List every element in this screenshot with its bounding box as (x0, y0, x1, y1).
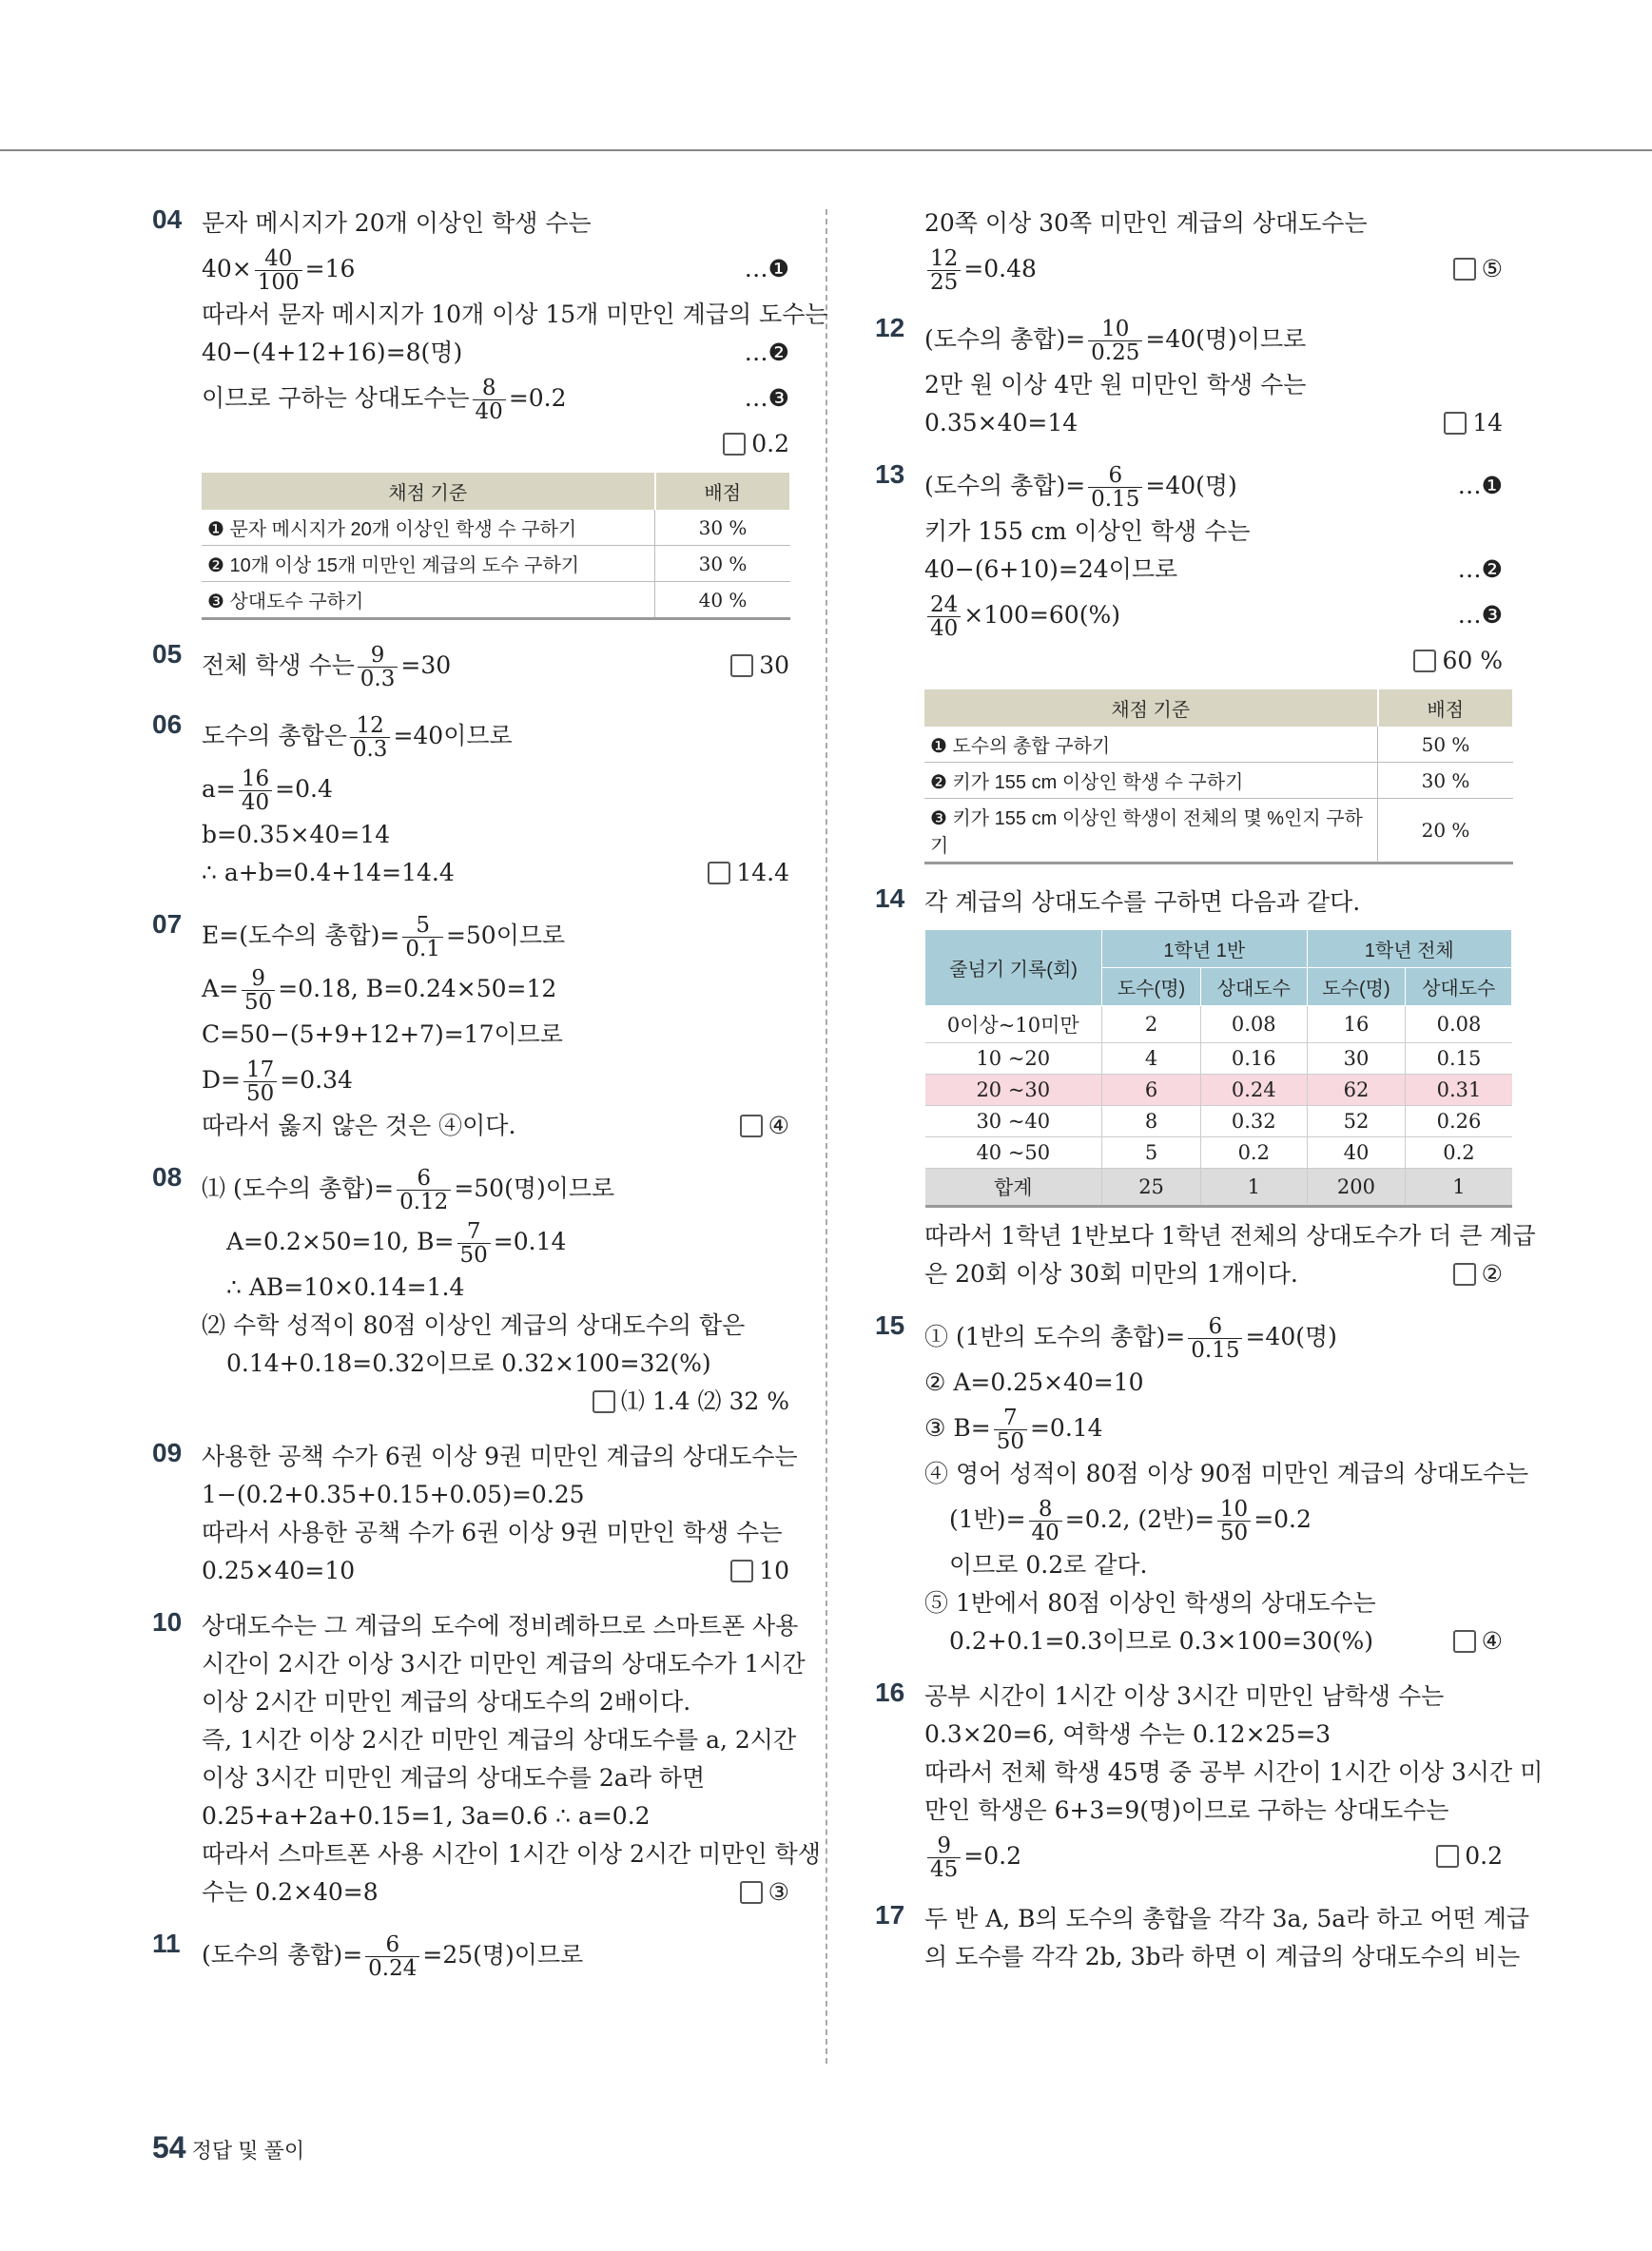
solution-line: 따라서 옳지 않은 것은 ④이다. ④ (202, 1112, 789, 1139)
solution-line: (1반)= $\frac{8}{40}$ =0.2, (2반)= $\frac{10}{50}$ =0.2 (949, 1496, 1312, 1545)
solution-line: 사용한 공책 수가 6권 이상 9권 미만인 계급의 상대도수는 (202, 1443, 798, 1470)
solution-line: 전체 학생 수는 $\frac{9}{0.3}$ =30 30 (202, 642, 789, 691)
answer-icon (1453, 1263, 1476, 1286)
solution-line: (도수의 총합)= $\frac{6}{0.15}$ =40(명) …❶ (924, 459, 1503, 513)
solution-line: 공부 시간이 1시간 이상 3시간 미만인 남학생 수는 (924, 1682, 1445, 1710)
problem-number: 15 (875, 1310, 905, 1340)
solution-line: 따라서 스마트폰 사용 시간이 1시간 이상 2시간 미만인 학생 (202, 1840, 821, 1868)
solution-line: 0.25+a+2a+0.15=1, 3a=0.6 ∴ a=0.2 (202, 1802, 651, 1830)
problem-08 (152, 1162, 789, 1421)
answer-line: 60 % (924, 642, 1503, 680)
table-row: ❶ 문자 메시지가 20개 이상인 학생 수 구하기 30 % (202, 510, 790, 546)
page-footer (152, 2130, 304, 2165)
table-row: ❷ 키가 155 cm 이상인 학생 수 구하기 30 % (924, 763, 1513, 799)
problem-16 (875, 1678, 1544, 1883)
problem-number: 10 (152, 1607, 183, 1637)
problem-number: 09 (152, 1438, 183, 1467)
solution-line: 두 반 A, B의 도수의 총합을 각각 3a, 5a라 하고 어떤 계급 (924, 1905, 1530, 1932)
solution-line: 따라서 1학년 1반보다 1학년 전체의 상대도수가 더 큰 계급 (924, 1222, 1536, 1250)
problem-number: 14 (875, 883, 905, 913)
solution-line: 만인 학생은 6+3=9(명)이므로 구하는 상대도수는 (924, 1796, 1449, 1824)
solution-line: 은 20회 이상 30회 미만의 1개이다. ② (924, 1260, 1503, 1288)
problem-11-continued (875, 204, 1503, 296)
solution-line: 이므로 구하는 상대도수는 $\frac{8}{40}$ =0.2 …❸ (202, 372, 789, 425)
solution-line: ① (1반의 도수의 총합)= $\frac{6}{0.15}$ =40(명) (924, 1313, 1337, 1363)
solution-line: ∴ AB=10×0.14=1.4 (226, 1273, 465, 1301)
footer-title: 정답 및 풀이 (191, 2139, 305, 2163)
left-column (152, 204, 828, 1999)
solution-line: 40−(6+10)=24이므로 …❷ (924, 551, 1503, 589)
solution-line: $\frac{9}{45}$ =0.2 0.2 (924, 1830, 1503, 1883)
solution-line: 상대도수는 그 계급의 도수에 정비례하므로 스마트폰 사용 (202, 1612, 799, 1640)
step-marker: …❸ (744, 384, 789, 412)
step-marker: …❶ (744, 255, 789, 282)
scoring-table: 채점 기준 배점 ❶ 문자 메시지가 20개 이상인 학생 수 구하기 30 % ❷ 10개 이상 15개 미만인 계급의 도수 구하기 30 % ❸ 상대도수 구하기 40 % (202, 473, 791, 620)
table-row: 10 ~20 4 0.16 30 0.15 (925, 1043, 1512, 1075)
top-rule (0, 149, 1652, 151)
problem-number: 16 (875, 1678, 905, 1707)
solution-line: D= $\frac{17}{50}$ =0.34 (202, 1057, 353, 1106)
step-marker: …❶ (1457, 472, 1503, 499)
answer-icon (723, 433, 746, 456)
answer-icon (1453, 258, 1476, 281)
problem-number: 12 (875, 313, 905, 342)
solution-line: $\frac{24}{40}$ ×100=60(%) …❸ (924, 589, 1503, 642)
table-row: ❸ 키가 155 cm 이상인 학생이 전체의 몇 %인지 구하기 20 % (924, 799, 1513, 864)
solution-line: ② A=0.25×40=10 (924, 1368, 1144, 1396)
problem-number: 05 (152, 639, 183, 669)
answer-icon (740, 1881, 763, 1904)
answer-icon (1444, 412, 1467, 435)
answer-icon (740, 1115, 763, 1137)
solution-line: a= $\frac{16}{40}$ =0.4 (202, 766, 333, 815)
solution-line: 문자 메시지가 20개 이상인 학생 수는 (202, 209, 592, 237)
solution-line: A=0.2×50=10, B= $\frac{7}{50}$ =0.14 (226, 1218, 567, 1268)
solution-line: ∴ a+b=0.4+14=14.4 14.4 (202, 859, 789, 886)
solution-line: 2만 원 이상 4만 원 미만인 학생 수는 (924, 371, 1307, 398)
table-row: ❶ 도수의 총합 구하기 50 % (924, 727, 1513, 763)
relative-frequency-table: 줄넘기 기록(회) 1학년 1반 1학년 전체 도수(명) 상대도수 도수(명) 상대도수 0이상~10미만 2 0.08 16 0.08 10 ~20 4 0.16 30 0.15 20 ~30 6 0.24 62 0.31 30 ~40 8 0.32 52 0.26 40 ~50 5 0.2 40 0.2 합계 25 1 200 1 (924, 929, 1512, 1208)
table-row: 0이상~10미만 2 0.08 16 0.08 (925, 1006, 1512, 1043)
problem-05 (152, 639, 789, 692)
solution-line: 이므로 0.2로 같다. (949, 1551, 1148, 1579)
solution-line: E=(도수의 총합)= $\frac{5}{0.1}$ =50이므로 (202, 912, 566, 961)
column-divider (826, 209, 827, 2064)
solution-line: 40× $\frac{40}{100}$ =16 …❶ (202, 243, 789, 296)
solution-line: 0.14+0.18=0.32이므로 0.32×100=32(%) (226, 1349, 711, 1377)
table-row-total: 합계 25 1 200 1 (925, 1169, 1512, 1207)
problem-number: 17 (875, 1900, 905, 1930)
right-column (875, 204, 1544, 1993)
answer-icon (1413, 650, 1436, 672)
solution-line: 수는 0.2×40=8 ③ (202, 1878, 789, 1906)
table-row: 30 ~40 8 0.32 52 0.26 (925, 1106, 1512, 1137)
solution-line: 의 도수를 각각 2b, 3b라 하면 이 계급의 상대도수의 비는 (924, 1943, 1521, 1970)
answer-icon (708, 862, 730, 884)
solution-line: (도수의 총합)= $\frac{6}{0.24}$ =25(명)이므로 (202, 1931, 584, 1981)
solution-line: 이상 2시간 미만인 계급의 상대도수의 2배이다. (202, 1688, 691, 1716)
solution-line: 따라서 문자 메시지가 10개 이상 15개 미만인 계급의 도수는 (202, 301, 828, 328)
solution-line: 40−(4+12+16)=8(명) …❷ (202, 334, 789, 372)
page-number: 54 (152, 2130, 186, 2164)
solution-line: 각 계급의 상대도수를 구하면 다음과 같다. (924, 888, 1361, 916)
table-row: 40 ~50 5 0.2 40 0.2 (925, 1137, 1512, 1169)
solution-line: (도수의 총합)= $\frac{10}{0.25}$ =40(명)이므로 (924, 316, 1307, 365)
answer-line: ⑴ 1.4 ⑵ 32 % (202, 1383, 789, 1421)
problem-number: 13 (875, 459, 905, 489)
solution-line: 따라서 사용한 공책 수가 6권 이상 9권 미만인 학생 수는 (202, 1519, 783, 1546)
answer-line: 0.2 (202, 425, 789, 463)
problem-13 (875, 459, 1503, 864)
solution-line: 0.35×40=14 14 (924, 409, 1503, 437)
solution-line: 0.25×40=10 10 (202, 1557, 789, 1584)
solution-line: ③ B= $\frac{7}{50}$ =0.14 (924, 1405, 1103, 1454)
problem-12 (875, 313, 1503, 442)
answer-icon (593, 1390, 615, 1413)
problem-number: 08 (152, 1162, 183, 1192)
solution-line: C=50−(5+9+12+7)=17이므로 (202, 1020, 563, 1048)
answer-icon (730, 1560, 753, 1582)
solution-line: 시간이 2시간 이상 3시간 미만인 계급의 상대도수가 1시간 (202, 1650, 806, 1678)
table-row-highlighted: 20 ~30 6 0.24 62 0.31 (925, 1075, 1512, 1106)
solution-line: ⑴ (도수의 총합)= $\frac{6}{0.12}$ =50(명)이므로 (202, 1165, 615, 1214)
scoring-table: 채점 기준 배점 ❶ 도수의 총합 구하기 50 % ❷ 키가 155 cm 이상인 학생 수 구하기 30 % ❸ 키가 155 cm 이상인 학생이 전체의 몇 %인지 구하기 20 % (924, 689, 1514, 864)
table-row: ❷ 10개 이상 15개 미만인 계급의 도수 구하기 30 % (202, 546, 790, 582)
solution-line: A= $\frac{9}{50}$ =0.18, B=0.24×50=12 (202, 965, 557, 1015)
solution-line: 0.2+0.1=0.3이므로 0.3×100=30(%) ④ (949, 1627, 1503, 1655)
problem-09 (152, 1438, 798, 1590)
step-marker: …❷ (1457, 555, 1503, 583)
answer-icon (1453, 1630, 1476, 1653)
solution-line: b=0.35×40=14 (202, 821, 391, 848)
problem-10 (152, 1607, 821, 1911)
solution-line: 이상 3시간 미만인 계급의 상대도수를 2a라 하면 (202, 1764, 706, 1792)
solution-line: $\frac{12}{25}$ =0.48 ⑤ (924, 243, 1503, 296)
solution-line: 1−(0.2+0.35+0.15+0.05)=0.25 (202, 1481, 585, 1508)
solution-line: 키가 155 cm 이상인 학생 수는 (924, 517, 1251, 545)
problem-15 (875, 1310, 1529, 1660)
problem-07 (152, 909, 789, 1145)
solution-line: 즉, 1시간 이상 2시간 미만인 계급의 상대도수를 a, 2시간 (202, 1726, 797, 1754)
table-row: ❸ 상대도수 구하기 40 % (202, 582, 790, 619)
solution-line: ⑤ 1반에서 80점 이상인 학생의 상대도수는 (924, 1589, 1376, 1617)
answer-icon (730, 654, 753, 677)
problem-11 (152, 1929, 789, 1982)
problem-number: 11 (152, 1929, 181, 1958)
problem-number: 06 (152, 709, 183, 739)
problem-06 (152, 709, 789, 892)
problem-04 (152, 204, 828, 620)
solution-line: 20쪽 이상 30쪽 미만인 계급의 상대도수는 (924, 209, 1368, 237)
solution-line: 따라서 전체 학생 45명 중 공부 시간이 1시간 이상 3시간 미 (924, 1758, 1544, 1786)
step-marker: …❷ (744, 339, 789, 366)
solution-line: 도수의 총합은 $\frac{12}{0.3}$ =40이므로 (202, 712, 513, 762)
problem-14 (875, 883, 1536, 1293)
problem-number: 07 (152, 909, 183, 939)
answer-icon (1436, 1845, 1459, 1868)
step-marker: …❸ (1457, 601, 1503, 629)
problem-17 (875, 1900, 1530, 1976)
solution-line: 0.3×20=6, 여학생 수는 0.12×25=3 (924, 1720, 1331, 1748)
solution-line: ④ 영어 성적이 80점 이상 90점 미만인 계급의 상대도수는 (924, 1460, 1529, 1487)
problem-number: 04 (152, 204, 183, 234)
solution-line: ⑵ 수학 성적이 80점 이상인 계급의 상대도수의 합은 (202, 1311, 746, 1339)
